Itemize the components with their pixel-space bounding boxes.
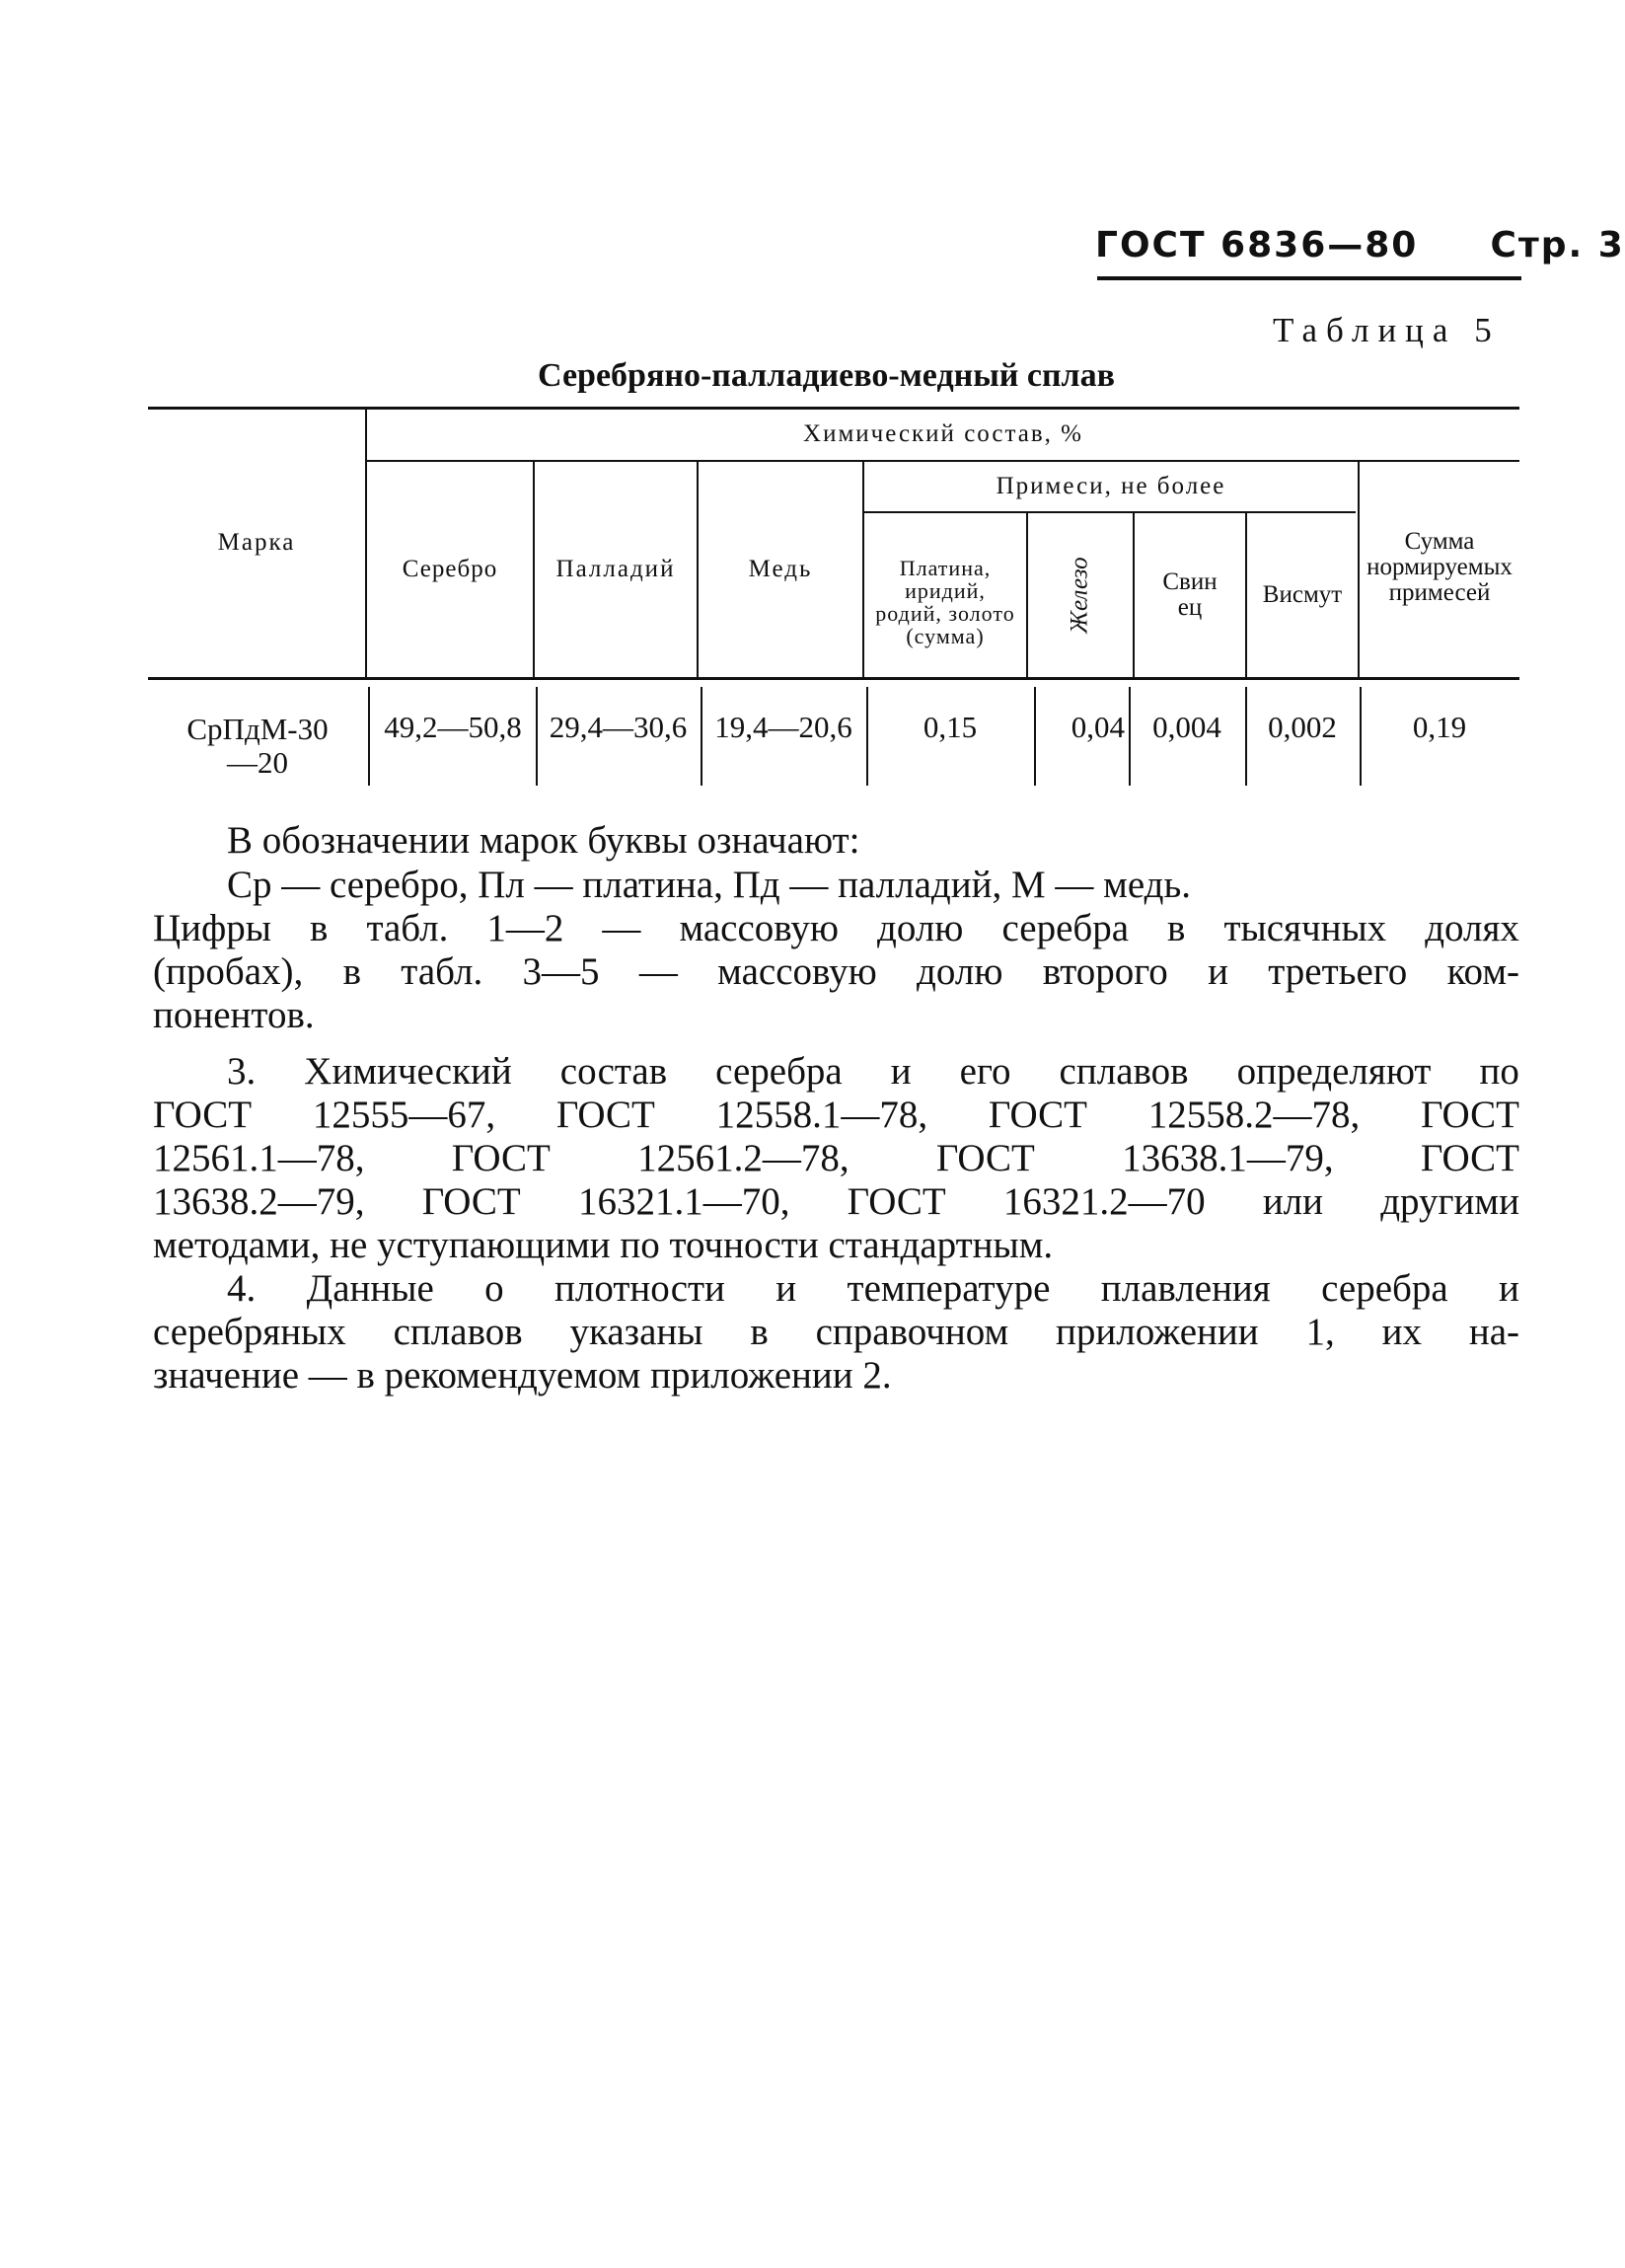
text-line: ГОСТ 12555—67, ГОСТ 12558.1—78, ГОСТ 12558.2—78, ГОСТ [153, 1094, 1519, 1136]
text-line: методами, не уступающими по точности стандартным. [153, 1224, 1054, 1266]
cell-bismuth: 0,002 [1268, 709, 1337, 744]
header-bismuth: Висмут [1262, 580, 1343, 608]
header-copper: Медь [748, 555, 813, 582]
text-line: 12561.1—78, ГОСТ 12561.2—78, ГОСТ 13638.1—79, ГОСТ [153, 1137, 1519, 1179]
text-line: серебряных сплавов указаны в справочном приложении 1, их на- [153, 1311, 1519, 1353]
header-mark: Марка [217, 528, 296, 556]
cell-mark: СрПдМ-30—20 [186, 711, 329, 780]
header-iron: Железо [1066, 557, 1093, 634]
designation-intro: В обозначении марок буквы означают: [227, 819, 860, 862]
text-line: 3. Химический состав серебра и его сплавов определяют по [227, 1050, 1519, 1093]
header-pt-ir-rh-au: Платина, иридий, родий, золото (сумма) [875, 555, 1015, 649]
text-line: (пробах), в табл. 3—5 — массовую долю второго и третьего ком- [153, 950, 1519, 993]
text-line: 13638.2—79, ГОСТ 16321.1—70, ГОСТ 16321.2—70 или другими [153, 1180, 1519, 1223]
header-rule [1097, 276, 1521, 280]
table-label: Таблица 5 [1273, 311, 1501, 349]
cell-sum: 0,19 [1412, 709, 1467, 744]
designation-letters: Ср — серебро, Пл — платина, Пд — палладий, М — медь. [227, 864, 1191, 906]
header-bottom-rule [148, 677, 1519, 680]
header-chem-composition: Химический состав, % [803, 419, 1083, 447]
standard-number: ГОСТ 6836—80 [1095, 225, 1419, 265]
header-sum-impurities: Сумма нормируемых примесей [1366, 527, 1513, 607]
page-number: Стр. 3 [1490, 225, 1625, 265]
cell-copper: 19,4—20,6 [714, 709, 852, 744]
table-title: Серебряно-палладиево-медный сплав [538, 357, 1115, 394]
header-palladium: Палладий [555, 555, 676, 582]
running-header [1095, 225, 1625, 265]
text-line: 4. Данные о плотности и температуре плавления серебра и [227, 1267, 1519, 1310]
cell-pt-ir-rh-au: 0,15 [923, 709, 978, 744]
cell-iron: 0,04 [1071, 709, 1125, 744]
header-impurities: Примеси, не более [996, 472, 1226, 499]
text-line: Цифры в табл. 1—2 — массовую долю серебра в тысячных долях [153, 907, 1519, 949]
header-iron-cell [1028, 513, 1133, 677]
cell-palladium: 29,4—30,6 [549, 709, 688, 744]
text-line: значение — в рекомендуемом приложении 2. [153, 1354, 892, 1397]
cell-lead: 0,004 [1152, 709, 1221, 744]
header-silver: Серебро [402, 555, 498, 582]
cell-silver: 49,2—50,8 [384, 709, 522, 744]
text-line: понентов. [153, 994, 315, 1036]
header-lead: Свинец [1162, 567, 1218, 621]
